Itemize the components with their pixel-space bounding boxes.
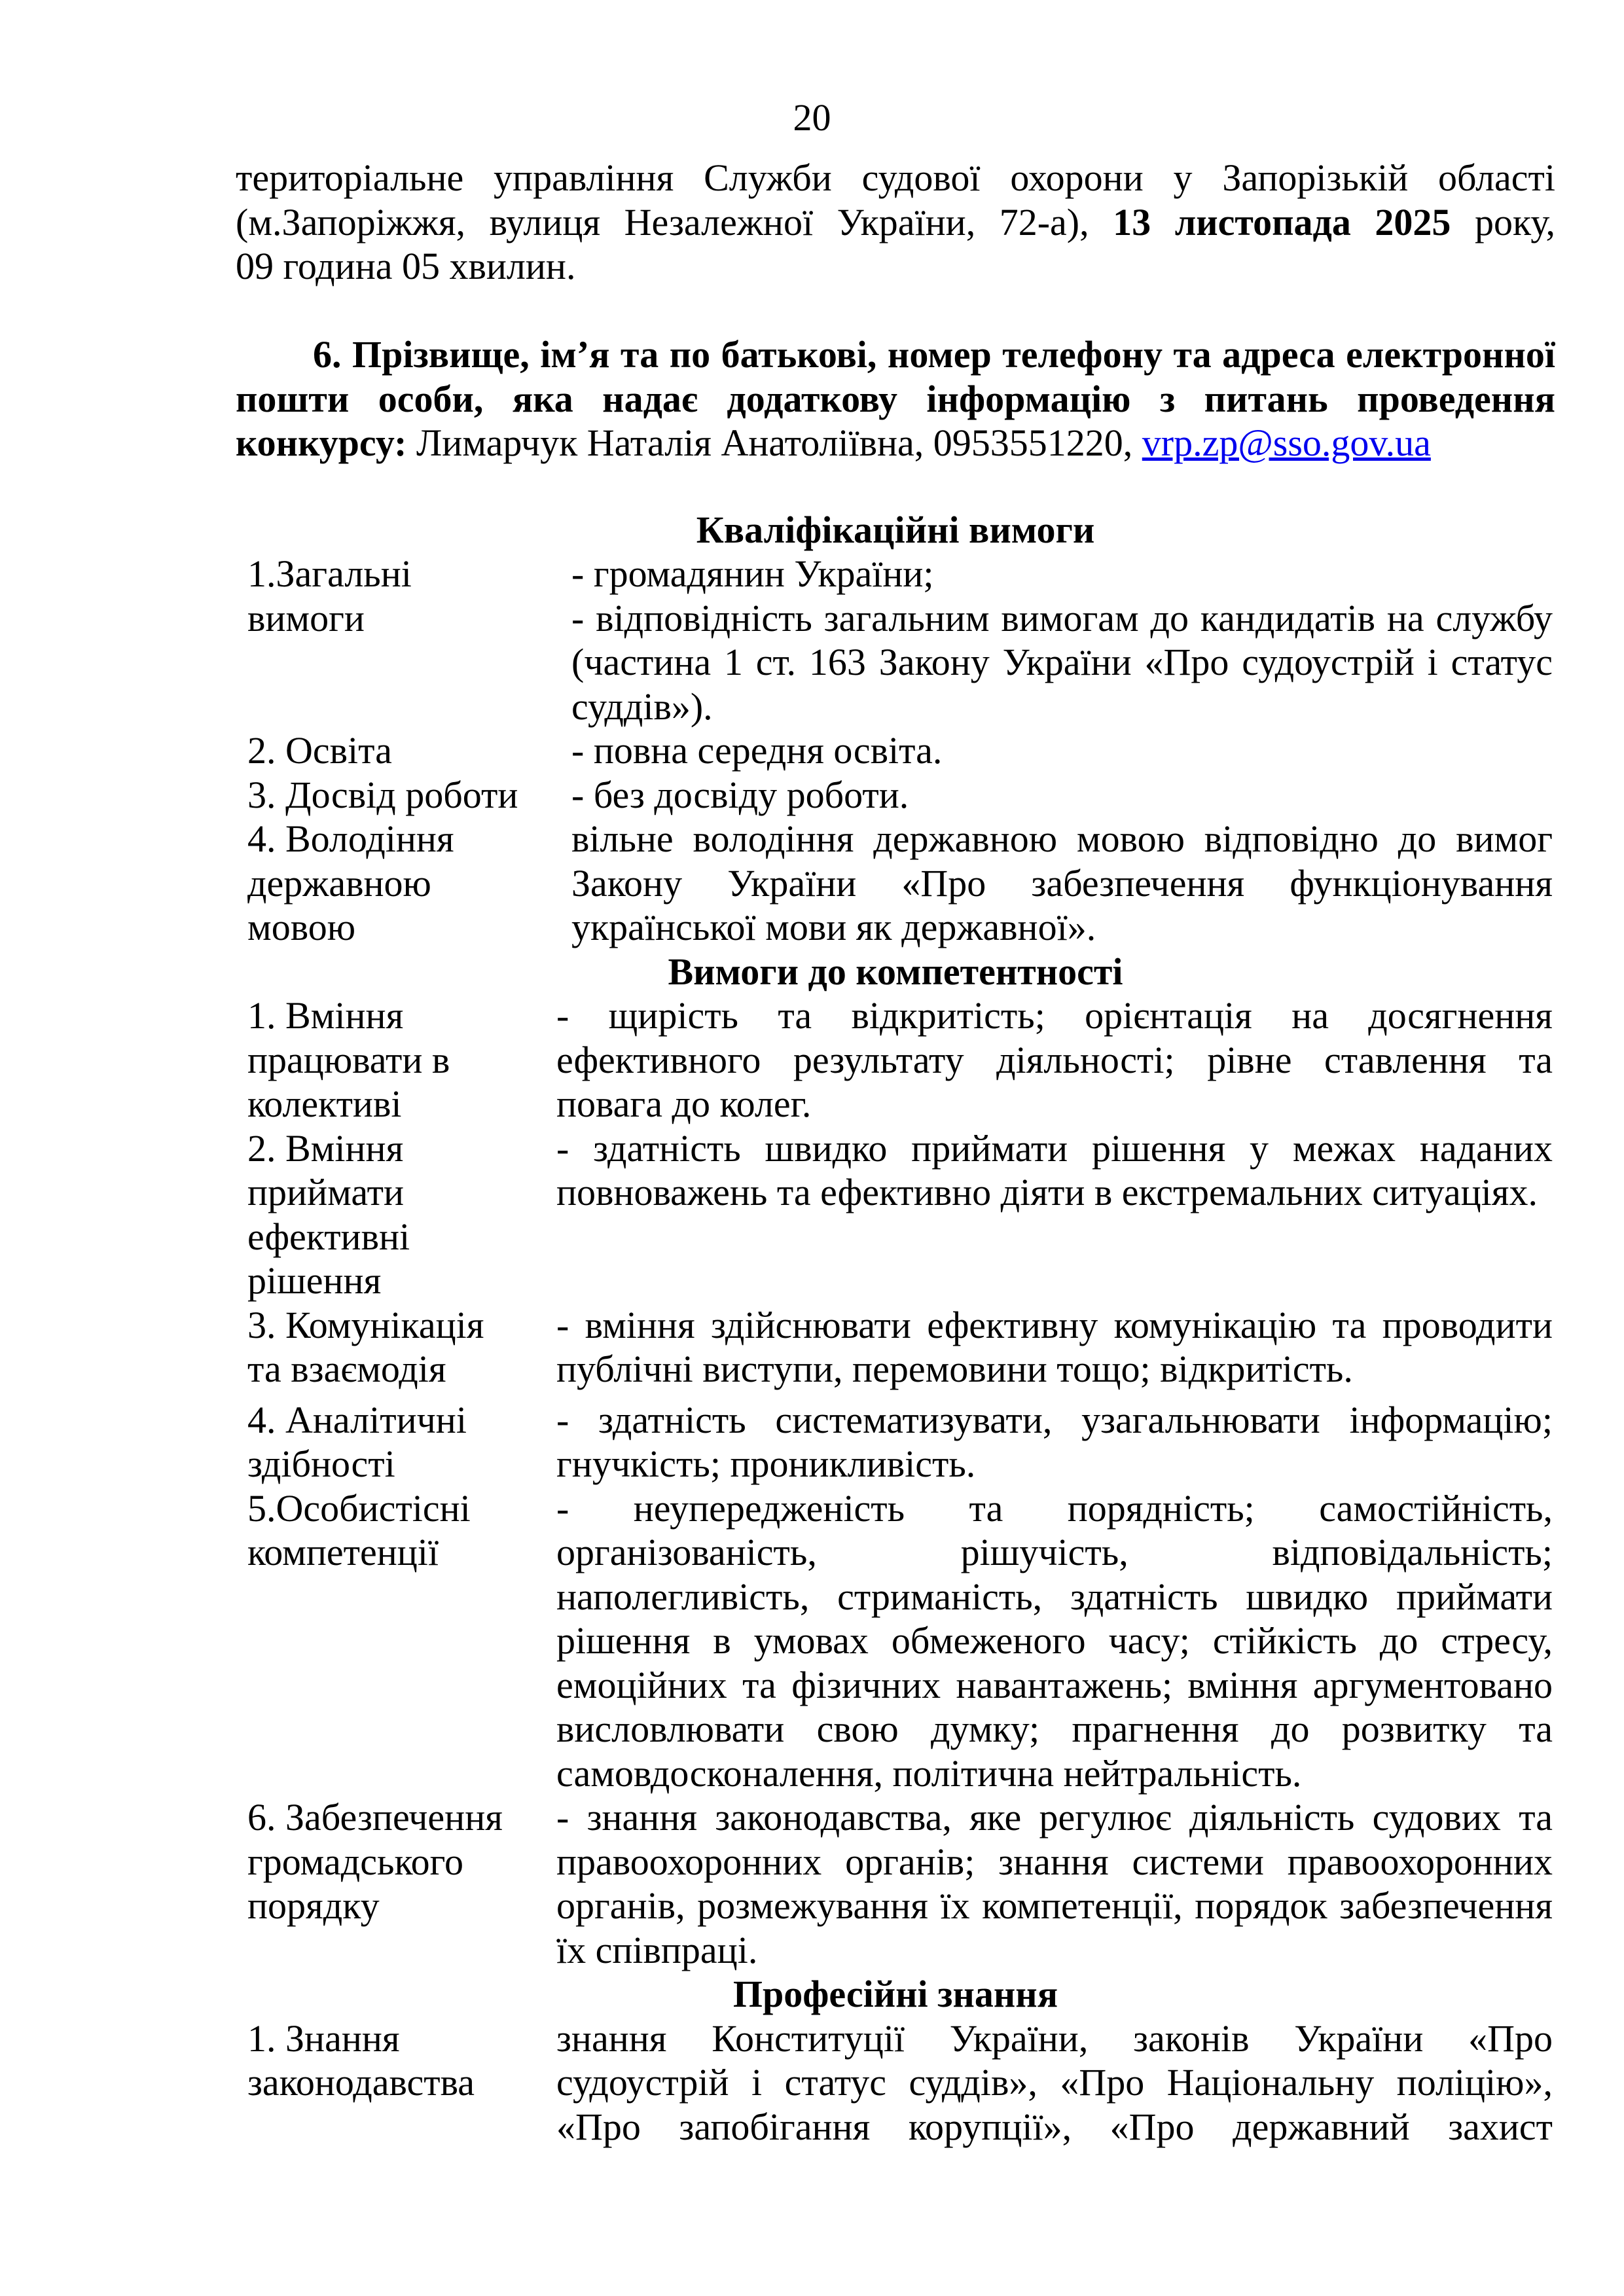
requirement-description-line: висловлювати свою думку; прагнення до розвитку та xyxy=(556,1708,1553,1750)
requirements-table xyxy=(236,508,1555,2149)
table-row xyxy=(236,1795,1555,1972)
requirement-label xyxy=(236,2017,556,2149)
requirement-description-line: публічні виступи, перемовини тощо; відкритість. xyxy=(556,1348,1353,1390)
requirement-description xyxy=(556,1398,1553,1486)
requirement-label-line: 5.Особистісні xyxy=(247,1486,471,1530)
table-row xyxy=(236,1398,1555,1486)
requirement-description xyxy=(556,1303,1553,1391)
requirement-label-line: 6. Забезпечення xyxy=(247,1796,503,1839)
requirement-description-line: наполегливість, стриманість, здатність швидко приймати xyxy=(556,1575,1553,1618)
requirement-description-line: - вміння здійснювати ефективну комунікацію та проводити xyxy=(556,1303,1553,1346)
table-row xyxy=(236,728,1555,773)
requirement-description-line: організованість, рішучість, відповідальність; xyxy=(556,1531,1553,1573)
requirement-description xyxy=(571,773,1553,817)
requirement-description-line: повноважень та ефективно діяти в екстремальних ситуаціях. xyxy=(556,1171,1538,1213)
contact-heading-line: 6. Прізвище, ім’я та по батькові, номер телефону та адреса електронної xyxy=(313,333,1555,376)
table-row xyxy=(236,773,1555,817)
requirement-description xyxy=(556,1126,1553,1303)
requirement-label-line: 3. Досвід роботи xyxy=(247,773,518,816)
requirement-label xyxy=(236,728,556,773)
requirement-description-line: ефективного результату діяльності; рівне ставлення та xyxy=(556,1038,1553,1081)
requirement-description-line: - повна середня освіта. xyxy=(571,729,943,772)
requirement-label-line: 3. Комунікація xyxy=(247,1303,484,1346)
requirement-label xyxy=(236,552,556,728)
requirement-label-line: законодавства xyxy=(247,2061,475,2104)
requirement-description-line: судоустрій і статус суддів», «Про Національну поліцію», xyxy=(556,2061,1553,2104)
requirement-description xyxy=(556,1486,1553,1796)
requirement-description-line: української мови як державної». xyxy=(571,906,1096,948)
intro-line: 09 година 05 хвилин. xyxy=(236,245,576,287)
requirement-description-line: знання Конституції України, законів України «Про xyxy=(556,2017,1553,2060)
requirement-description-line: правоохоронних органів; знання системи правоохоронних xyxy=(556,1840,1553,1883)
requirement-description-line: суддів»). xyxy=(571,685,713,728)
requirement-label-line: вимоги xyxy=(247,596,365,639)
section-title: Професійні знання xyxy=(732,1973,1058,2015)
requirement-description-line: рішення в умовах обмеженого часу; стійкість до стресу, xyxy=(556,1619,1553,1662)
requirement-description xyxy=(556,2017,1553,2149)
intro-paragraph xyxy=(236,156,1555,289)
requirement-description-line: їх співпраці. xyxy=(556,1928,758,1971)
table-row xyxy=(236,1486,1555,1796)
table-row xyxy=(236,994,1555,1126)
requirement-label-line: 4. Володіння xyxy=(247,817,454,860)
requirement-description-line: Закону України «Про забезпечення функціонування xyxy=(571,861,1553,905)
requirement-description-line: емоційних та фізичних навантажень; вміння аргументовано xyxy=(556,1663,1553,1706)
requirement-label-line: 2. Освіта xyxy=(247,729,392,772)
table-row xyxy=(236,817,1555,950)
requirement-label xyxy=(236,994,556,1126)
table-row xyxy=(236,2017,1555,2149)
requirement-description-line: «Про запобігання корупції», «Про державний захист xyxy=(556,2105,1553,2148)
requirement-label-line: рішення xyxy=(247,1259,382,1302)
requirement-description-line: - громадянин України; xyxy=(571,552,934,595)
requirement-label-line: ефективні xyxy=(247,1215,410,1258)
requirement-description xyxy=(571,817,1553,950)
section-title: Кваліфікаційні вимоги xyxy=(696,508,1095,551)
requirement-label-line: 1.Загальні xyxy=(247,552,412,595)
requirement-description xyxy=(556,1795,1553,1972)
requirement-description-line: самовдосконалення, політична нейтральність. xyxy=(556,1751,1302,1795)
requirement-label-line: здібності xyxy=(247,1443,395,1485)
requirement-description xyxy=(571,552,1553,728)
contact-person: Лимарчук Наталія Анатоліївна, 0953551220, xyxy=(406,422,1142,464)
requirement-label xyxy=(236,773,556,817)
requirement-description-line: гнучкість; проникливість. xyxy=(556,1443,976,1485)
requirement-label xyxy=(236,1126,556,1303)
requirement-label-line: працювати в xyxy=(247,1038,450,1081)
intro-date: 13 листопада 2025 xyxy=(1113,200,1451,243)
intro-line xyxy=(236,200,1555,245)
requirement-label-line: державною xyxy=(247,861,431,905)
requirement-label-line: 2. Вміння xyxy=(247,1126,404,1170)
intro-year-word: року, xyxy=(1474,200,1555,243)
requirement-description-line: - знання законодавства, яке регулює діяльність судових та xyxy=(556,1796,1553,1839)
email-link[interactable]: vrp.zp@sso.gov.ua xyxy=(1142,422,1431,464)
requirement-label-line: 1. Вміння xyxy=(247,994,404,1037)
page-number: 20 xyxy=(793,96,831,139)
requirement-description-line: повага до колег. xyxy=(556,1083,812,1125)
requirement-description-line: - щирість та відкритість; орієнтація на досягнення xyxy=(556,994,1553,1037)
requirement-label-line: колективі xyxy=(247,1083,402,1125)
requirement-label-line: мовою xyxy=(247,906,356,948)
requirement-label xyxy=(236,1795,556,1972)
requirement-description-line: (частина 1 ст. 163 Закону України «Про судоустрій і статус xyxy=(571,641,1553,683)
requirement-description xyxy=(571,728,1553,773)
requirement-label-line: приймати xyxy=(247,1171,405,1213)
requirement-label-line: порядку xyxy=(247,1884,380,1927)
requirement-label xyxy=(236,1486,556,1796)
requirement-description-line: - неупередженість та порядність; самостійність, xyxy=(556,1486,1553,1530)
requirement-description-line: - здатність систематизувати, узагальнювати інформацію; xyxy=(556,1398,1553,1441)
requirement-label xyxy=(236,1398,556,1486)
requirement-label-line: 1. Знання xyxy=(247,2017,400,2060)
requirement-label-line: компетенції xyxy=(247,1531,439,1573)
requirement-label-line: 4. Аналітичні xyxy=(247,1398,467,1441)
contact-heading-line: пошти особи, яка надає додаткову інформацію з питань проведення xyxy=(236,377,1555,420)
table-row xyxy=(236,552,1555,728)
document-body xyxy=(236,156,1555,2149)
requirement-label-line: громадського xyxy=(247,1840,464,1883)
table-row xyxy=(236,1303,1555,1391)
requirement-description-line: органів, розмежування їх компетенції, порядок забезпечення xyxy=(556,1884,1553,1927)
requirement-label xyxy=(236,817,556,950)
intro-address: (м.Запоріжжя, вулиця Незалежної України, 72-а), xyxy=(236,200,1089,243)
section-title: Вимоги до компетентності xyxy=(668,950,1123,993)
intro-line: територіальне управління Служби судової охорони у Запорізькій області xyxy=(236,156,1555,199)
requirement-label-line: та взаємодія xyxy=(247,1348,446,1390)
contact-paragraph xyxy=(236,332,1555,465)
table-row xyxy=(236,1126,1555,1303)
requirement-description-line: - здатність швидко приймати рішення у межах наданих xyxy=(556,1126,1553,1170)
requirement-description-line: - без досвіду роботи. xyxy=(571,773,909,816)
contact-line xyxy=(236,421,1555,465)
requirement-description xyxy=(556,994,1553,1126)
requirement-description-line: вільне володіння державною мовою відповідно до вимог xyxy=(571,817,1553,860)
requirement-description-line: - відповідність загальним вимогам до кандидатів на службу xyxy=(571,596,1553,639)
contact-label: конкурсу: xyxy=(236,422,407,464)
requirement-label xyxy=(236,1303,556,1391)
